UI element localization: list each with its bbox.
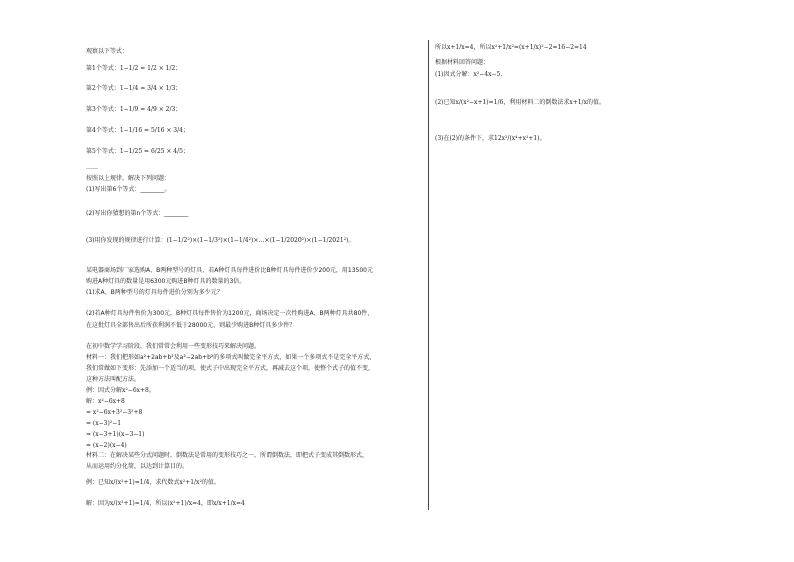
equation-4: 第4个等式：1−1/16 = 5/16 × 3/4；: [86, 127, 189, 134]
material2-line1: 材料二：在解决某些分式问题时，倒数法是常用的变形技巧之一，所谓倒数法，即把式子变成其倒数形式，: [86, 452, 369, 459]
right-question-1: (1)因式分解：x²−4x−5.: [435, 71, 503, 78]
equation-1: 第1个等式：1−1/2 = 1/2 × 1/2；: [86, 65, 182, 72]
column-divider: [428, 40, 429, 510]
equation-3: 第3个等式：1−1/9 = 4/9 × 2/3；: [86, 106, 182, 113]
question-3: (3)用你发现的规律进行计算：(1−1/2²)×(1−1/3²)×(1−1/4²)×…×(1−1/2020²)×(1−1/2021²)。: [86, 237, 355, 244]
problem3-intro: 在初中数学学习阶段，我们常常会利用一些变形技巧来解决问题。: [86, 343, 261, 350]
right-line-1: 所以x+1/x=4，所以x²+1/x²=(x+1/x)²−2=16−2=14: [435, 44, 587, 51]
question-2: (2)写出你猜想的第n个等式：________: [86, 210, 189, 217]
problem2-q2-line2: 在这批灯具全部售出后所获利润不低于28000元，则最少购进B种灯具多少件？: [86, 322, 296, 329]
example1-step3: = (x−3)²−1: [86, 420, 122, 427]
right-question-3: (3)在(2)的条件下，求12x²/(x⁴+x²+1)。: [435, 135, 546, 142]
example1-step2: = x²−6x+3²−3²+8: [86, 409, 143, 416]
example1-step5: = (x−2)(x−4): [86, 442, 127, 449]
example1-step4: = (x−3+1)(x−3−1): [86, 431, 145, 438]
problem2-q1: (1)求A、B两种型号的灯具每件进价分别为多少元？: [86, 289, 223, 296]
task-intro: 按照以上规律，解决下列问题：: [86, 175, 171, 182]
material1-line1: 材料一：我们把形如a²+2ab+b²及a²−2ab+b²的多项式叫做完全平方式，如果一个多项式不是完全平方式，: [86, 354, 376, 361]
example1-title: 例：因式分解x²−6x+8。: [86, 387, 155, 394]
right-line-2: 根据材料回答问题：: [435, 59, 490, 66]
example1-step1: 解：x²−6x+8: [86, 398, 125, 405]
ellipsis: ……: [86, 164, 98, 171]
observe-label: 观察以下等式：: [86, 48, 129, 55]
problem2-q2-line1: (2)若A种灯具每件售价为300元，B种灯具每件售价为1200元，商场决定一次性购进A、B两种灯具共80件，: [86, 310, 374, 317]
right-question-2: (2)已知x/(x²−x+1)=1/6，利用材料二的倒数法求x+1/x的值。: [435, 99, 605, 106]
problem2-line1: 某电器商场到厂家选购A、B两种型号的灯具，若A种灯具每件进价比B种灯具每件进价少200元，用13500元: [86, 267, 373, 274]
material1-line3: 这种方法叫配方法。: [86, 376, 141, 383]
example2-solution: 解：因为x/(x²+1)=1/4，所以(x²+1)/x=4，即x/x+1/x=4: [86, 500, 245, 507]
question-1: (1)写出第6个等式：________。: [86, 186, 171, 193]
material1-line2: 我们常做如下变形：先添加一个适当的项，使式子中出现完全平方式，再减去这个项，使整个式子的值不变，: [86, 365, 375, 372]
material2-line2: 从而运用约分化简，以达到计算目的。: [86, 463, 189, 470]
example2: 例：已知x/(x²+1)=1/4，求代数式x²+1/x²的值。: [86, 479, 220, 486]
problem2-line2: 购进A种灯具的数量是用6300元购进B种灯具的数量的3倍。: [86, 278, 246, 285]
equation-5: 第5个等式：1−1/25 = 6/25 × 4/5；: [86, 148, 189, 155]
equation-2: 第2个等式：1−1/4 = 3/4 × 1/3；: [86, 85, 182, 92]
